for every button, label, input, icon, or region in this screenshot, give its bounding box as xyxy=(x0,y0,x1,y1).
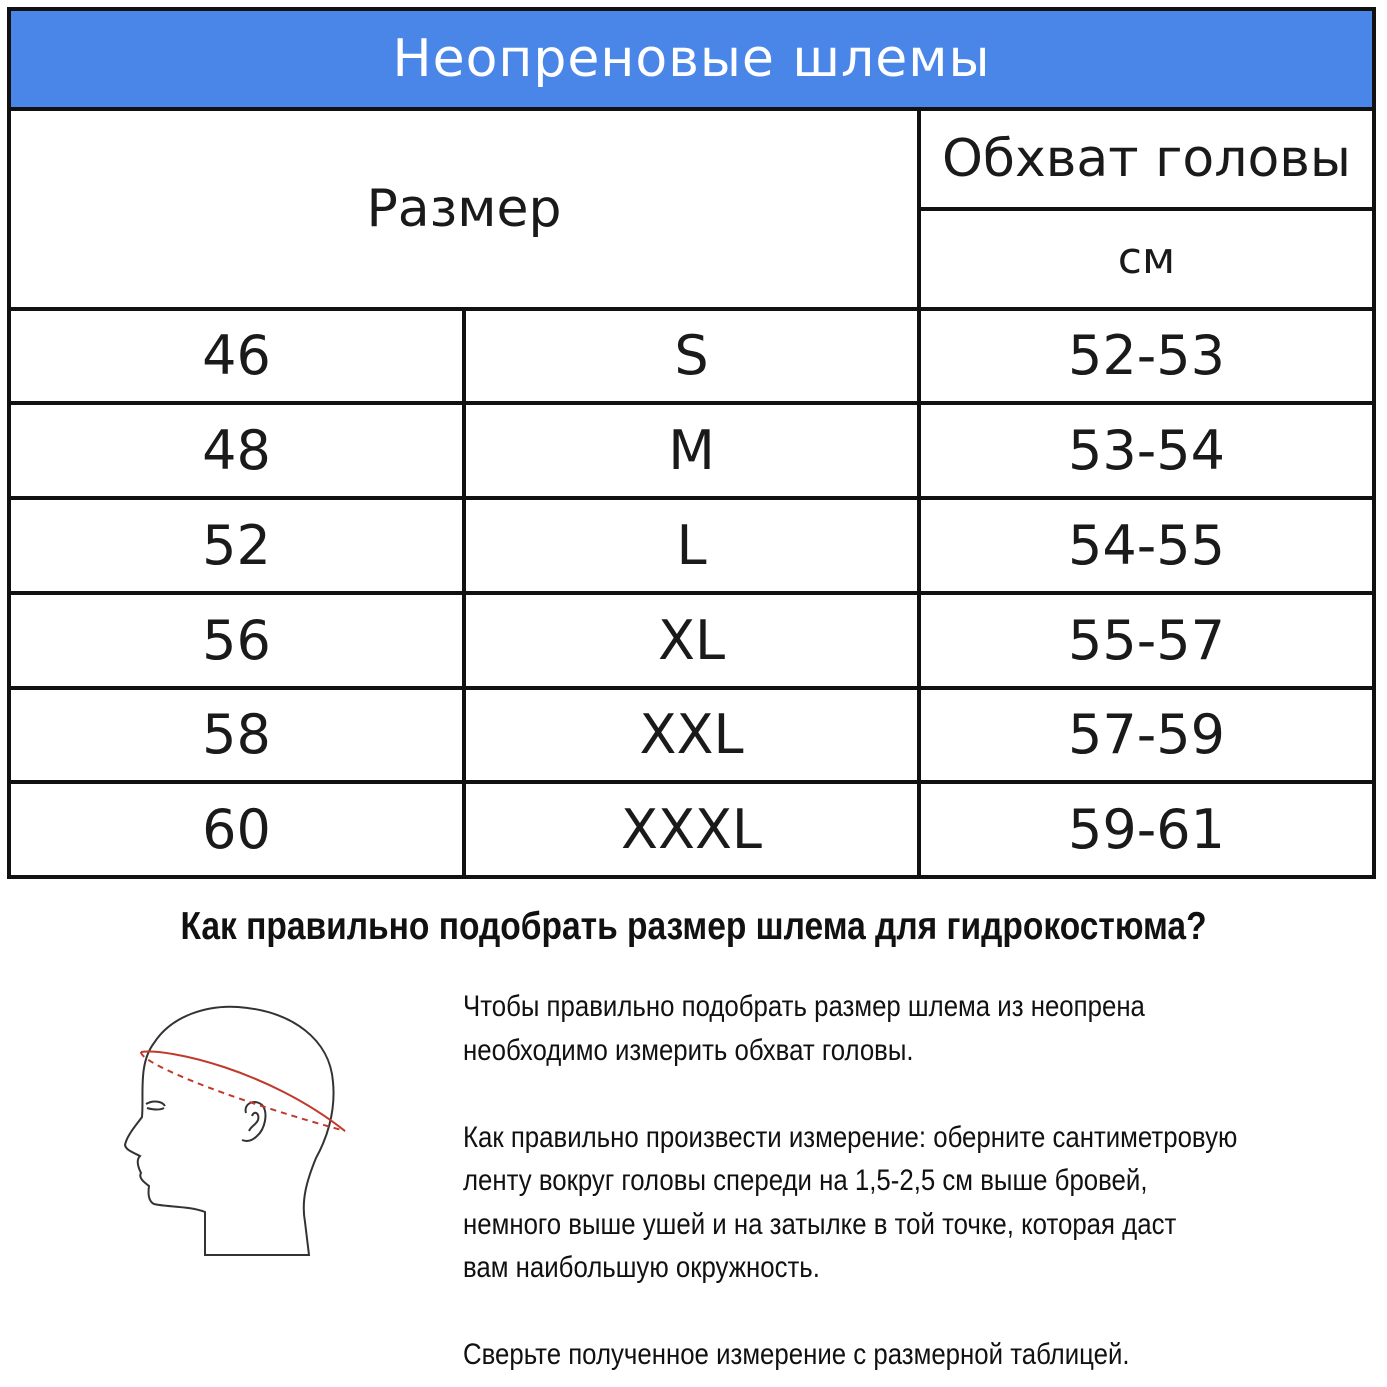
size-letter-cell: XXXL xyxy=(464,782,919,877)
size-ru-cell: 48 xyxy=(9,403,464,498)
girth-cell: 57-59 xyxy=(919,688,1374,783)
header-size: Размер xyxy=(9,109,919,309)
size-ru-cell: 58 xyxy=(9,688,464,783)
instructions-text xyxy=(463,985,1323,1377)
table-title: Неопреновые шлемы xyxy=(9,9,1374,109)
head-outline xyxy=(125,1007,334,1255)
instructions-line: Сверьте полученное измерение с размерной таблицей. xyxy=(463,1338,1130,1371)
instructions-line: немного выше ушей и на затылке в той точке, которая даст xyxy=(463,1207,1177,1241)
head-measurement-illustration xyxy=(108,1000,353,1265)
size-ru-cell: 60 xyxy=(9,782,464,877)
size-ru-cell: 56 xyxy=(9,593,464,688)
header-head-girth: Обхват головы xyxy=(919,109,1374,209)
table-row xyxy=(9,782,1374,877)
size-ru-cell: 46 xyxy=(9,309,464,404)
size-letter-cell: XXL xyxy=(464,688,919,783)
instructions-line: вам наибольшую окружность. xyxy=(463,1251,820,1284)
instructions-line: Чтобы правильно подобрать размер шлема из неопрена xyxy=(463,990,1145,1023)
size-letter-cell: M xyxy=(464,403,919,498)
table-row xyxy=(9,688,1374,783)
header-unit: см xyxy=(919,209,1374,309)
size-table xyxy=(7,7,1376,879)
instructions-line: необходимо измерить обхват головы. xyxy=(463,1033,914,1067)
girth-cell: 59-61 xyxy=(919,782,1374,877)
measurement-heading: Как правильно подобрать размер шлема для гидрокостюма? xyxy=(180,905,1207,948)
size-letter-cell: S xyxy=(464,309,919,404)
size-letter-cell: L xyxy=(464,498,919,593)
instructions-line: ленту вокруг головы спереди на 1,5-2,5 см выше бровей, xyxy=(463,1164,1148,1197)
girth-cell: 55-57 xyxy=(919,593,1374,688)
size-letter-cell: XL xyxy=(464,593,919,688)
size-ru-cell: 52 xyxy=(9,498,464,593)
table-row xyxy=(9,593,1374,688)
girth-cell: 54-55 xyxy=(919,498,1374,593)
instructions-line: Как правильно произвести измерение: оберните сантиметровую xyxy=(463,1120,1238,1154)
table-row xyxy=(9,309,1374,404)
table-row xyxy=(9,498,1374,593)
table-row xyxy=(9,403,1374,498)
girth-cell: 53-54 xyxy=(919,403,1374,498)
girth-cell: 52-53 xyxy=(919,309,1374,404)
